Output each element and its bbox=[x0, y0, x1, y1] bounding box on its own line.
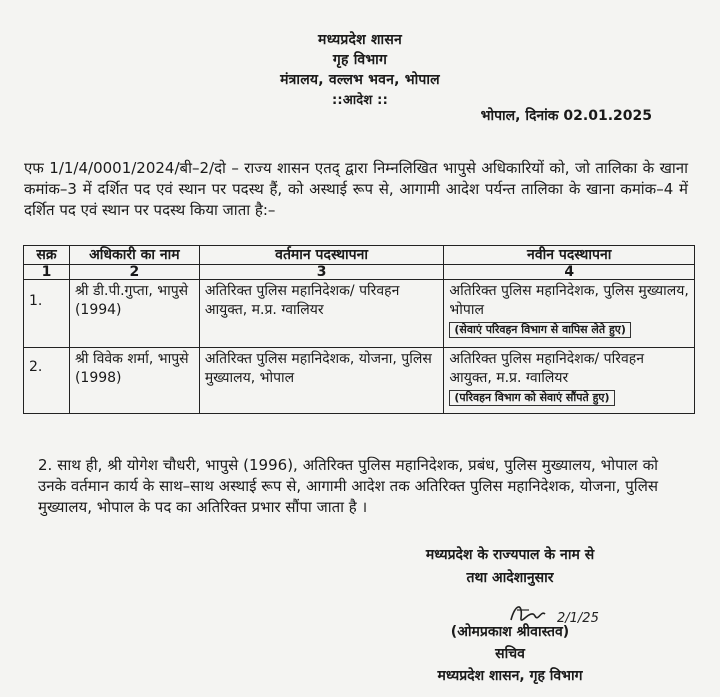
signatory-department: मध्यप्रदेश शासन, गृह विभाग bbox=[437, 668, 583, 684]
row-current-posting: अतिरिक्त पुलिस महानिदेशक, योजना, पुलिस मुख्यालय, भोपाल bbox=[199, 348, 444, 414]
header-department: गृह विभाग bbox=[332, 52, 388, 68]
signatory-name: (ओमप्रकाश श्रीवास्तव) bbox=[450, 624, 570, 640]
order-paragraph-1: एफ 1/1/4/0001/2024/बी–2/दो – राज्य शासन एतद् द्वारा निम्नलिखित भापुसे अधिकारियों को, जो तालिका के खाना कमांक–3 में दर्शित पद एवं स्थान पर पदस्थ हैं, को अस्थाई रूप से, आगामी आदेश पर्यन्त तालिका के खाना कमांक–4 में दर्शित पद एवं स्थान पर पदस्थ किया जाता है:– bbox=[24, 159, 688, 219]
col-header-current: वर्तमान पदस्थापना bbox=[199, 246, 444, 265]
header-order-title: ::आदेश :: bbox=[332, 93, 388, 108]
col-header-name: अधिकारी का नाम bbox=[69, 246, 199, 265]
table-header-row bbox=[24, 246, 695, 265]
new-posting-text: अतिरिक्त पुलिस महानिदेशक, पुलिस मुख्यालय, भोपाल bbox=[449, 283, 689, 318]
row-officer-name: श्री डी.पी.गुप्ता, भापुसे (1994) bbox=[69, 280, 199, 348]
row-sno: 1. bbox=[24, 280, 70, 348]
row-current-posting: अतिरिक्त पुलिस महानिदेशक/ परिवहन आयुक्त, म.प्र. ग्वालियर bbox=[199, 280, 444, 348]
table-row bbox=[24, 280, 695, 348]
row-new-posting bbox=[444, 348, 695, 414]
col-header-sno: सक्र bbox=[24, 246, 70, 265]
row-new-posting bbox=[444, 280, 695, 348]
col-number: 3 bbox=[199, 265, 444, 280]
col-number: 1 bbox=[24, 265, 70, 280]
row-sno: 2. bbox=[24, 348, 70, 414]
header-government: मध्यप्रदेश शासन bbox=[318, 32, 402, 48]
row-officer-name: श्री विवेक शर्मा, भापुसे (1998) bbox=[69, 348, 199, 414]
header-address: मंत्रालय, वल्लभ भवन, भोपाल bbox=[280, 72, 440, 88]
table-number-row bbox=[24, 265, 695, 280]
posting-note: (सेवाएं परिवहन विभाग से वापिस लेते हुए) bbox=[449, 322, 631, 338]
order-paragraph-2: 2. साथ ही, श्री योगेश चौधरी, भापुसे (1996), अतिरिक्त पुलिस महानिदेशक, प्रबंध, पुलिस मुख्यालय, भोपाल को उनके वर्तमान कार्य के साथ–साथ अस्थाई रूप से, आगामी आदेश तक अतिरिक्त पुलिस महानिदेशक, योजना, पुलिस मुख्यालय, भोपाल के पद का अतिरिक्त प्रभार सौंपा जाता है । bbox=[38, 456, 658, 516]
signature-date: 2/1/25 bbox=[557, 611, 599, 626]
new-posting-text: अतिरिक्त पुलिस महानिदेशक/ परिवहन आयुक्त, म.प्र. ग्वालियर bbox=[449, 351, 644, 386]
posting-table bbox=[23, 245, 695, 414]
table-row bbox=[24, 348, 695, 414]
signatory-designation: सचिव bbox=[495, 646, 525, 662]
col-header-new: नवीन पदस्थापना bbox=[444, 246, 695, 265]
posting-note: (परिवहन विभाग को सेवाएं सौंपते हुए) bbox=[449, 390, 614, 406]
signature-order-line: तथा आदेशानुसार bbox=[466, 570, 554, 586]
col-number: 2 bbox=[69, 265, 199, 280]
col-number: 4 bbox=[444, 265, 695, 280]
signature-authority-line: मध्यप्रदेश के राज्यपाल के नाम से bbox=[425, 547, 595, 563]
date-line: भोपाल, दिनांक 02.01.2025 bbox=[480, 108, 652, 124]
